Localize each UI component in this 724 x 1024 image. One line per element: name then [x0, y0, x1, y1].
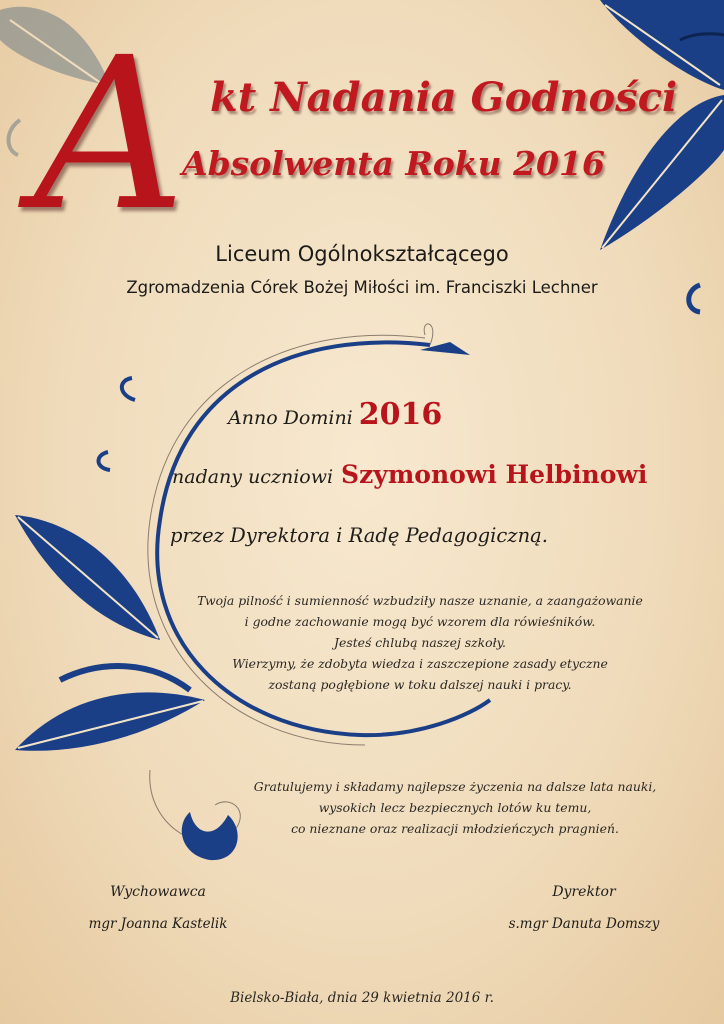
awarded-label: nadany uczniowi — [172, 466, 334, 488]
signature-right-name: s.mgr Danuta Domszy — [508, 916, 660, 932]
school-name-line-1: Liceum Ogólnokształcącego — [215, 242, 509, 266]
praise-line: i godne zachowanie mogą być wzorem dla rówieśników. — [244, 614, 596, 629]
anno-label: Anno Domini — [228, 407, 353, 429]
title-initial: A — [34, 12, 186, 257]
signature-left — [58, 884, 258, 932]
praise-line: zostaną pogłębione w toku dalszej nauki i pracy. — [268, 677, 572, 692]
student-name: Szymonowi Helbinowi — [341, 460, 648, 489]
place-date-footer: Bielsko-Biała, dnia 29 kwietnia 2016 r. — [230, 990, 494, 1006]
wishes-line: co nieznane oraz realizacji młodzieńczych pragnień. — [291, 821, 619, 836]
signature-left-role: Wychowawca — [110, 884, 206, 900]
wishes-paragraph — [200, 776, 710, 839]
signature-right — [484, 884, 684, 932]
signature-right-role: Dyrektor — [552, 884, 616, 900]
wishes-line: Gratulujemy i składamy najlepsze życzenia na dalsze lata nauki, — [253, 779, 657, 794]
awarded-to-line — [172, 460, 647, 489]
title-line-2: Absolwenta Roku 2016 — [182, 144, 605, 183]
praise-paragraph — [160, 590, 680, 695]
signature-left-name: mgr Joanna Kastelik — [88, 916, 228, 932]
title-line-1: kt Nadania Godności — [210, 74, 678, 121]
anno-domini-line — [228, 397, 442, 432]
praise-line: Wierzymy, że zdobyta wiedza i zaszczepione zasady etyczne — [232, 656, 608, 671]
praise-line: Twoja pilność i sumienność wzbudziły nasze uznanie, a zaangażowanie — [197, 593, 643, 608]
awarded-by-line: przez Dyrektora i Radę Pedagogiczną. — [170, 524, 548, 547]
award-year: 2016 — [358, 397, 443, 432]
praise-line: Jesteś chlubą naszej szkoły. — [334, 635, 506, 650]
wishes-line: wysokich lecz bezpiecznych lotów ku temu, — [318, 800, 592, 815]
school-name-line-2: Zgromadzenia Córek Bożej Miłości im. Franciszki Lechner — [126, 278, 598, 297]
